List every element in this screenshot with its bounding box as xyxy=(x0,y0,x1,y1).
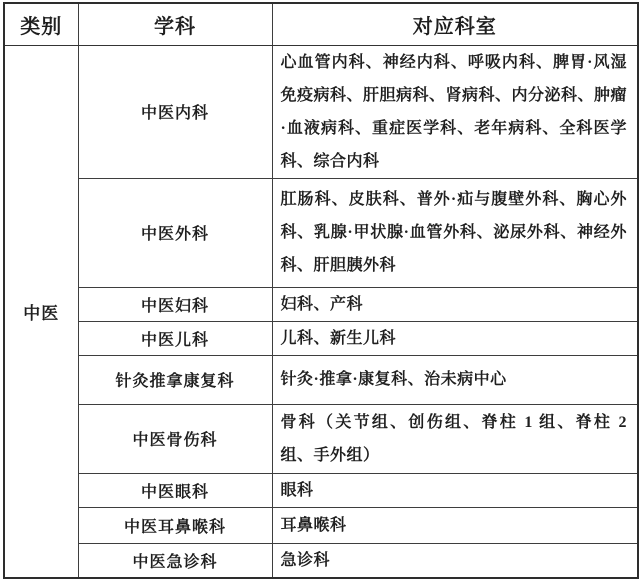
subject-cell: 中医眼科 xyxy=(78,473,272,507)
departments-cell: 妇科、产科 xyxy=(272,287,638,321)
departments-cell: 耳鼻喉科 xyxy=(272,507,638,543)
table-row xyxy=(4,473,638,507)
category-cell: 中医 xyxy=(4,45,78,578)
departments-cell: 心血管内科、神经内科、呼吸内科、脾胃·风湿免疫病科、肝胆病科、肾病科、内分泌科、肿瘤·血液病科、重症医学科、老年病科、全科医学科、综合内科 xyxy=(272,45,638,178)
table-row xyxy=(4,45,638,178)
table-row xyxy=(4,321,638,355)
subject-cell: 中医耳鼻喉科 xyxy=(78,507,272,543)
table-row xyxy=(4,404,638,473)
header-row xyxy=(4,3,638,45)
departments-cell: 急诊科 xyxy=(272,543,638,578)
subject-cell: 中医骨伤科 xyxy=(78,404,272,473)
header-departments: 对应科室 xyxy=(272,3,638,45)
table-row xyxy=(4,355,638,404)
table-header xyxy=(4,3,638,45)
table-body xyxy=(4,45,638,578)
table-row xyxy=(4,178,638,287)
departments-cell: 肛肠科、皮肤科、普外·疝与腹壁外科、胸心外科、乳腺·甲状腺·血管外科、泌尿外科、神经外科、肝胆胰外科 xyxy=(272,178,638,287)
header-category: 类别 xyxy=(4,3,78,45)
departments-cell: 眼科 xyxy=(272,473,638,507)
subject-cell: 中医儿科 xyxy=(78,321,272,355)
subject-cell: 中医内科 xyxy=(78,45,272,178)
departments-cell: 针灸·推拿·康复科、治未病中心 xyxy=(272,355,638,404)
departments-cell: 儿科、新生儿科 xyxy=(272,321,638,355)
table-row xyxy=(4,507,638,543)
subject-cell: 中医急诊科 xyxy=(78,543,272,578)
tcm-department-table xyxy=(3,2,639,579)
header-subject: 学科 xyxy=(78,3,272,45)
subject-cell: 中医外科 xyxy=(78,178,272,287)
table-row xyxy=(4,287,638,321)
table-row xyxy=(4,543,638,578)
subject-cell: 中医妇科 xyxy=(78,287,272,321)
subject-cell: 针灸推拿康复科 xyxy=(78,355,272,404)
departments-cell: 骨科（关节组、创伤组、脊柱 1 组、脊柱 2 组、手外组） xyxy=(272,404,638,473)
